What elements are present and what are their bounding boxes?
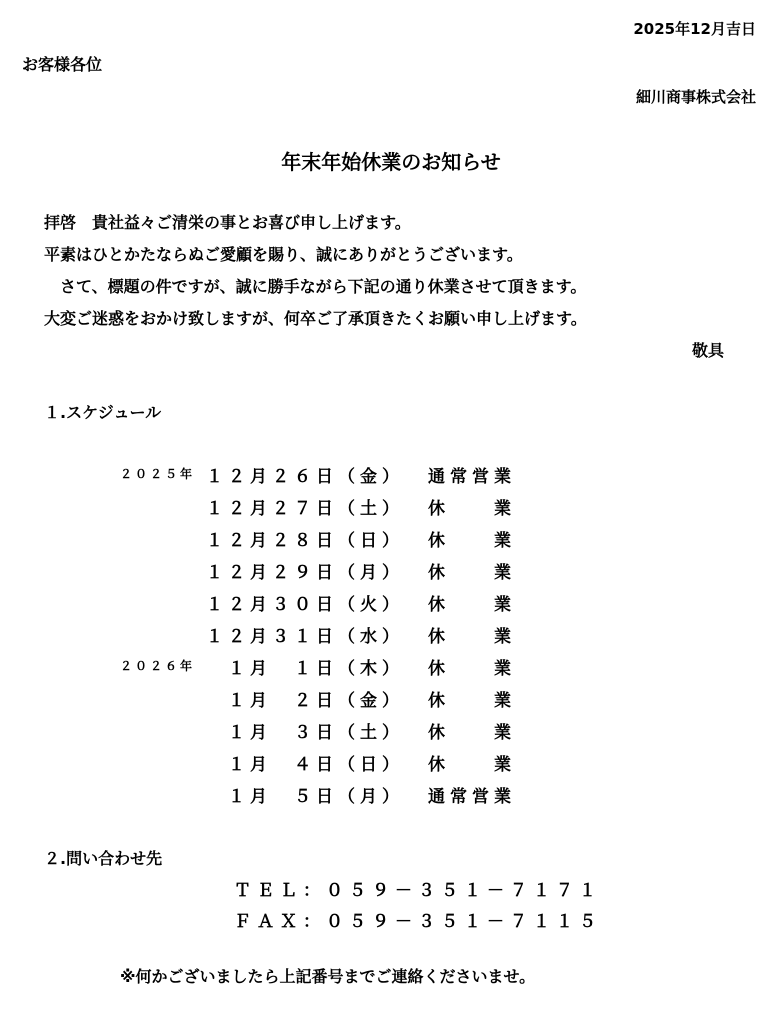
schedule-status: 通常営業 bbox=[428, 787, 516, 807]
schedule-date: １２月３０日（火） bbox=[206, 595, 404, 615]
schedule-status: 休 業 bbox=[428, 723, 516, 743]
schedule-status: 休 業 bbox=[428, 755, 516, 775]
schedule-date: １月 １日（木） bbox=[228, 659, 404, 679]
schedule-status: 通常営業 bbox=[428, 467, 516, 487]
footer-note: ※何かございましたら上記番号までご連絡くださいませ。 bbox=[120, 967, 536, 986]
contact-fax: ＦＡＸ：０５９－３５１－７１１５ bbox=[234, 912, 602, 932]
schedule-date: １２月２６日（金） bbox=[206, 467, 404, 487]
body-line-2: 平素はひとかたならぬご愛顧を賜り、誠にありがとうございます。 bbox=[44, 245, 523, 264]
page-title: 年末年始休業のお知らせ bbox=[281, 150, 501, 174]
schedule-date: １２月２８日（日） bbox=[206, 531, 404, 551]
schedule-date: １月 ３日（土） bbox=[228, 723, 404, 743]
schedule-status: 休 業 bbox=[428, 499, 516, 519]
addressee: お客様各位 bbox=[22, 55, 103, 74]
body-line-1: 拝啓 貴社益々ご清栄の事とお喜び申し上げます。 bbox=[44, 213, 411, 232]
sender-company: 細川商事株式会社 bbox=[635, 88, 756, 106]
schedule-heading: １.スケジュール bbox=[44, 403, 162, 422]
schedule-status: 休 業 bbox=[428, 531, 516, 551]
year-label-2025: ２０２５年 bbox=[120, 467, 196, 481]
schedule-date: １２月３１日（水） bbox=[206, 627, 404, 647]
contact-tel: ＴＥＬ：０５９－３５１－７１７１ bbox=[234, 881, 602, 901]
contact-heading: ２.問い合わせ先 bbox=[44, 849, 163, 868]
schedule-date: １月 ２日（金） bbox=[228, 691, 404, 711]
schedule-date: １月 ４日（日） bbox=[228, 755, 404, 775]
schedule-status: 休 業 bbox=[428, 659, 516, 679]
document-date: 2025年12月吉日 bbox=[633, 20, 756, 38]
schedule-status: 休 業 bbox=[428, 595, 516, 615]
schedule-status: 休 業 bbox=[428, 627, 516, 647]
body-line-3: さて、標題の件ですが、誠に勝手ながら下記の通り休業させて頂きます。 bbox=[44, 277, 587, 296]
year-label-2026: ２０２６年 bbox=[120, 659, 196, 673]
schedule-date: １月 ５日（月） bbox=[228, 787, 404, 807]
schedule-date: １２月２７日（土） bbox=[206, 499, 404, 519]
schedule-date: １２月２９日（月） bbox=[206, 563, 404, 583]
schedule-status: 休 業 bbox=[428, 691, 516, 711]
body-line-4: 大変ご迷惑をおかけ致しますが、何卒ご了承頂きたくお願い申し上げます。 bbox=[44, 309, 587, 328]
schedule-status: 休 業 bbox=[428, 563, 516, 583]
closing-keigu: 敬具 bbox=[691, 341, 724, 360]
